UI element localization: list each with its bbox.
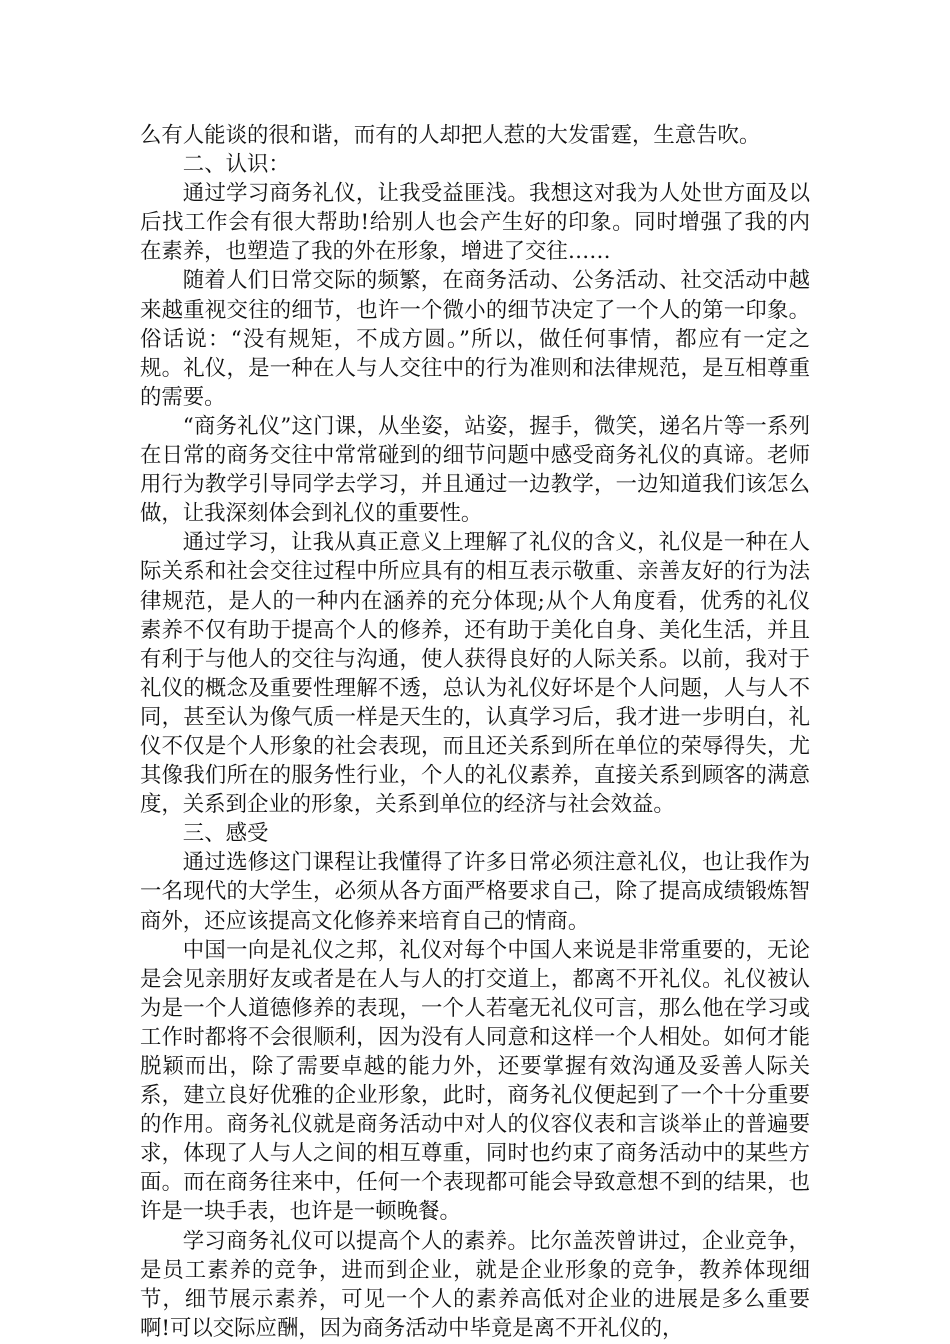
paragraph: “商务礼仪”这门课，从坐姿，站姿，握手，微笑，递名片等一系列在日常的商务交往中常常碰到的细节问题中感受商务礼仪的真谛。老师用行为教学引导同学去学习，并且通过一边教学，一边知道我们该怎么做，让我深刻体会到礼仪的重要性。: [140, 413, 810, 527]
section-heading-recognition: 二、认识：: [182, 152, 290, 178]
paragraph: 随着人们日常交际的频繁，在商务活动、公务活动、社交活动中越来越重视交往的细节，也许一个微小的细节决定了一个人的第一印象。俗话说：“没有规矩，不成方圆。”所以，做任何事情，都应有一定之规。礼仪，是一种在人与人交往中的行为准则和法律规范，是互相尊重的需要。: [140, 268, 810, 410]
paragraph: 通过学习商务礼仪，让我受益匪浅。我想这对我为人处世方面及以后找工作会有很大帮助!给别人也会产生好的印象。同时增强了我的内在素养，也塑造了我的外在形象，增进了交往……: [140, 181, 810, 265]
document-page: [140, 121, 810, 1343]
paragraph: 通过选修这门课程让我懂得了许多日常必须注意礼仪，也让我作为一名现代的大学生，必须从各方面严格要求自己，除了提高成绩锻炼智商外，还应该提高文化修养来培育自己的情商。: [140, 850, 810, 934]
paragraph: 学习商务礼仪可以提高个人的素养。比尔盖茨曾讲过，企业竞争，是员工素养的竞争，进而到企业，就是企业形象的竞争，教养体现细节，细节展示素养，可见一个人的素养高低对企业的进展是多么重要啊!可以交际应酬，因为商务活动中毕竟是离不开礼仪的，: [140, 1228, 810, 1341]
paragraph: 中国一向是礼仪之邦，礼仪对每个中国人来说是非常重要的，无论是会见亲朋好友或者是在人与人的打交道上，都离不开礼仪。礼仪被认为是一个人道德修养的表现，一个人若毫无礼仪可言，那么他在学习或工作时都将不会很顺利，因为没有人同意和这样一个人相处。如何才能脱颖而出，除了需要卓越的能力外，还要掌握有效沟通及妥善人际关系，建立良好优雅的企业形象，此时，商务礼仪便起到了一个十分重要的作用。商务礼仪就是商务活动中对人的仪容仪表和言谈举止的普遍要求，体现了人与人之间的相互尊重，同时也约束了商务活动中的某些方面。而在商务往来中，任何一个表现都可能会导致意想不到的结果，也许是一块手表，也许是一顿晚餐。: [140, 937, 810, 1225]
paragraph: 通过学习，让我从真正意义上理解了礼仪的含义，礼仪是一种在人际关系和社会交往过程中所应具有的相互表示敬重、亲善友好的行为法律规范，是人的一种内在涵养的充分体现;从个人角度看，优秀的礼仪素养不仅有助于提高个人的修养，还有助于美化自身、美化生活，并且有利于与他人的交往与沟通，使人获得良好的人际关系。以前，我对于礼仪的概念及重要性理解不透，总认为礼仪好坏是个人问题，人与人不同，甚至认为像气质一样是天生的，认真学习后，我才进一步明白，礼仪不仅是个人形象的社会表现，而且还关系到所在单位的荣辱得失，尤其像我们所在的服务性行业，个人的礼仪素养，直接关系到顾客的满意度，关系到企业的形象，关系到单位的经济与社会效益。: [140, 530, 810, 818]
section-heading-feelings: 三、感受: [182, 821, 269, 847]
paragraph-continuation: 么有人能谈的很和谐，而有的人却把人惹的大发雷霆，生意告吹。: [140, 123, 761, 148]
